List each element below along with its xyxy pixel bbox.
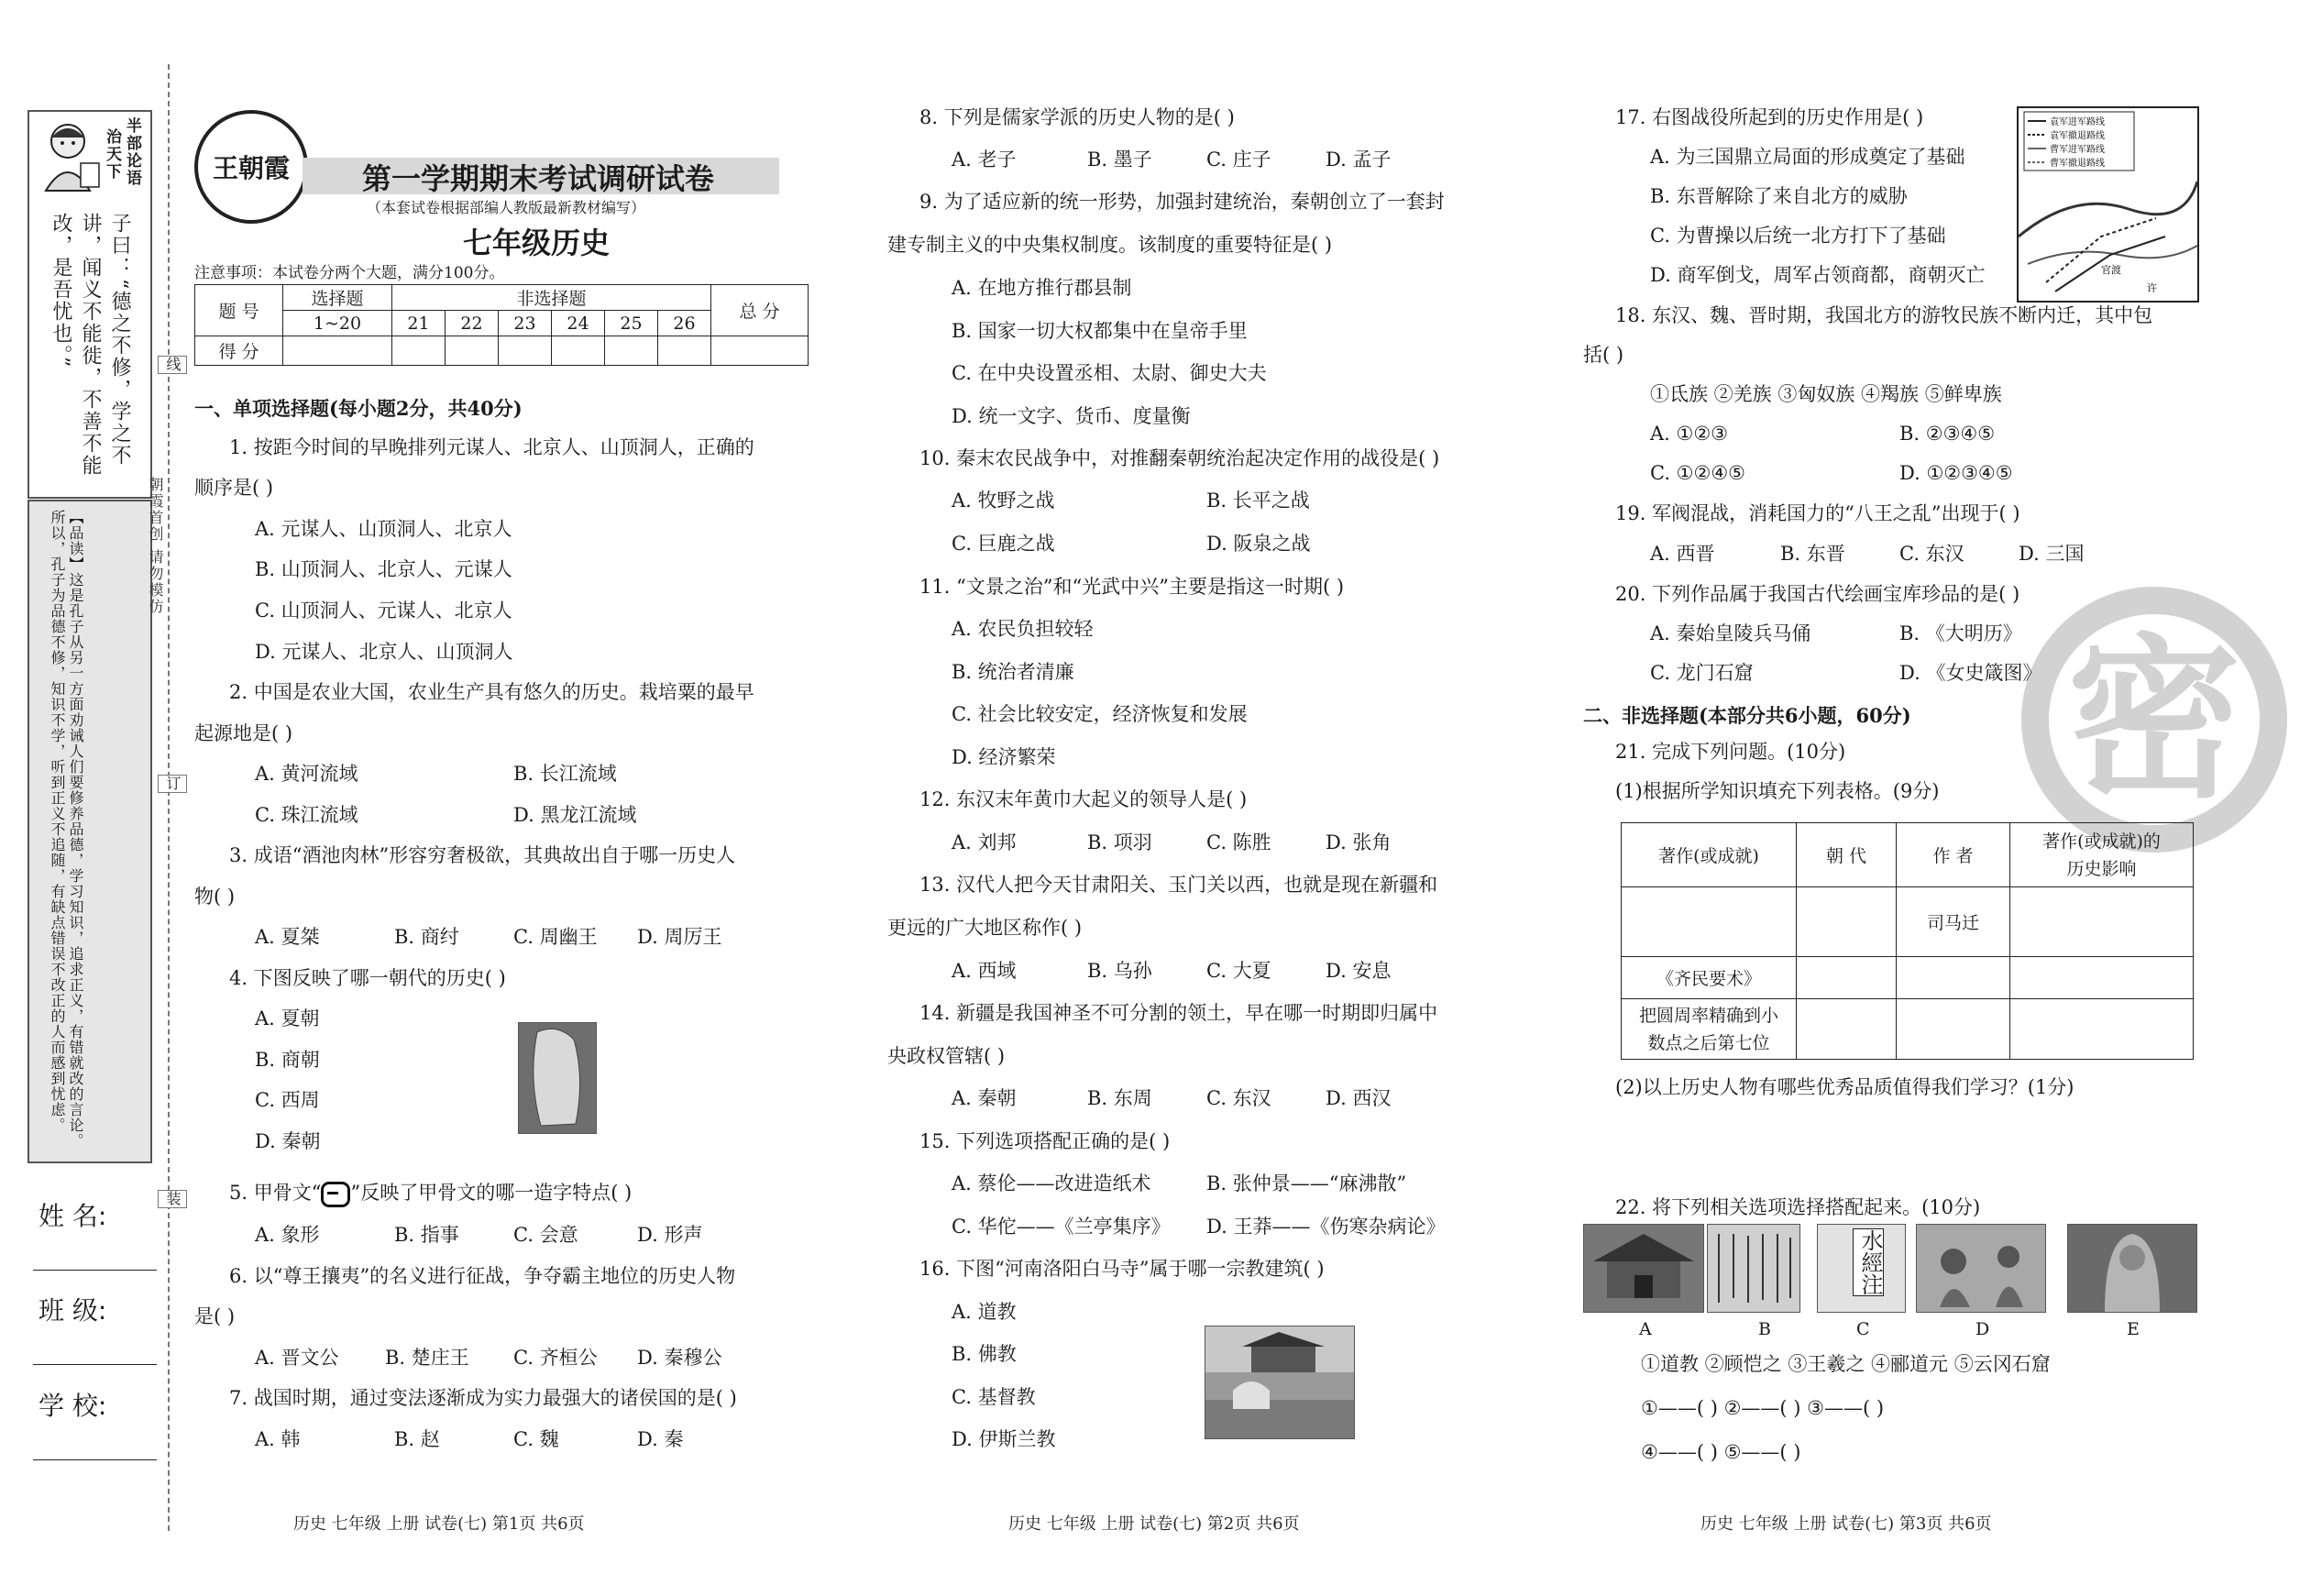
map-legend-2: 袁军撤退路线 — [2050, 131, 2105, 141]
q12-stem: 12. 东汉末年黄巾大起义的领导人是( ) — [919, 788, 1248, 810]
q19-option-b[interactable]: B. 东晋 — [1780, 543, 1845, 565]
q22-label-b: B — [1758, 1319, 1771, 1339]
q7-stem: 7. 战国时期，通过变法逐渐成为实力最强大的诸侯国的是( ) — [229, 1387, 737, 1409]
q5-option-c[interactable]: C. 会意 — [513, 1224, 578, 1246]
section-1-title: 一、单项选择题(每小题2分，共40分) — [194, 397, 523, 420]
score-cell[interactable] — [658, 336, 711, 366]
q10-option-b[interactable]: B. 长平之战 — [1206, 490, 1310, 512]
page-2-footer: 历史 七年级 上册 试卷(七) 第2页 共6页 — [1008, 1514, 1300, 1534]
q22-image-d — [1916, 1224, 2046, 1313]
q16-stem: 16. 下图“河南洛阳白马寺”属于哪一宗教建筑( ) — [919, 1258, 1325, 1280]
q22-match-row-1[interactable]: ①——( ) ②——( ) ③——( ) — [1641, 1397, 1885, 1419]
seal-mark-3: 装 — [158, 1190, 187, 1208]
badge-col-2: 治天下 — [103, 128, 121, 181]
map-legend-4: 曹军撤退路线 — [2050, 159, 2105, 169]
q12-option-c[interactable]: C. 陈胜 — [1206, 831, 1271, 853]
sage-avatar — [33, 117, 112, 200]
q21-achievement-line2: 数点之后第七位 — [1647, 1032, 1770, 1053]
school-label: 学 校: — [39, 1391, 107, 1421]
q11-option-d[interactable]: D. 经济繁荣 — [952, 746, 1056, 768]
score-cell[interactable] — [605, 336, 658, 366]
q20-option-d[interactable]: D. 《女史箴图》 — [1899, 662, 2042, 684]
q2-option-c[interactable]: C. 珠江流域 — [255, 804, 358, 826]
q5-option-a[interactable]: A. 象形 — [255, 1224, 320, 1246]
q21-part1: (1)根据所学知识填充下列表格。(9分) — [1615, 780, 1940, 802]
q21-cell[interactable] — [1797, 999, 1897, 1060]
q9-stem: 9. 为了适应新的统一形势，加强封建统治，秦朝创立了一套封 — [919, 191, 1445, 213]
q5-stem-post: ”反映了甲骨文的哪一造字特点( ) — [350, 1182, 633, 1204]
logo-text: 王朝霞 — [212, 153, 290, 183]
q14-stem-cont: 央政权管辖( ) — [887, 1045, 1006, 1067]
q4-option-b[interactable]: B. 商朝 — [255, 1049, 320, 1071]
score-cell[interactable] — [499, 336, 552, 366]
q11-option-b[interactable]: B. 统治者清廉 — [952, 661, 1074, 683]
exam-subtitle: （本套试卷根据部编人教版最新教材编写） — [367, 199, 646, 216]
q7-option-a[interactable]: A. 韩 — [255, 1428, 301, 1450]
q9-option-b[interactable]: B. 国家一切大权都集中在皇帝手里 — [952, 320, 1248, 342]
q11-stem: 11. “文景之治”和“光武中兴”主要是指这一时期( ) — [919, 576, 1345, 598]
class-label: 班 级: — [39, 1295, 107, 1326]
binding-note: 朝霞首创 请勿模仿 — [147, 477, 164, 616]
q22-label-d: D — [1975, 1319, 1990, 1339]
q5-option-b[interactable]: B. 指事 — [394, 1224, 459, 1246]
score-cell[interactable] — [711, 336, 809, 366]
q19-option-a[interactable]: A. 西晋 — [1650, 543, 1715, 565]
score-cell[interactable] — [392, 336, 446, 366]
q21-cell[interactable] — [1797, 887, 1897, 957]
score-cell[interactable] — [283, 336, 392, 366]
q18-stem-cont: 括( ) — [1583, 344, 1624, 366]
nonchoice-number: 21 — [392, 311, 446, 336]
q22-image-b — [1707, 1224, 1800, 1313]
q21-cell[interactable] — [1897, 999, 2010, 1060]
q14-option-b[interactable]: B. 东周 — [1087, 1087, 1152, 1109]
q13-option-d[interactable]: D. 安息 — [1326, 960, 1392, 982]
q13-option-b[interactable]: B. 乌孙 — [1087, 960, 1152, 982]
q12-option-a[interactable]: A. 刘邦 — [952, 831, 1017, 853]
q16-option-c[interactable]: C. 基督教 — [952, 1386, 1036, 1408]
q14-stem: 14. 新疆是我国神圣不可分割的领土，早在哪一时期即归属中 — [919, 1002, 1438, 1024]
q7-option-d[interactable]: D. 秦 — [637, 1428, 684, 1450]
q4-option-a[interactable]: A. 夏朝 — [255, 1007, 320, 1029]
q9-option-c[interactable]: C. 在中央设置丞相、太尉、御史大夫 — [952, 362, 1267, 384]
q19-stem: 19. 军阀混战，消耗国力的“八王之乱”出现于( ) — [1615, 502, 2020, 524]
q12-option-d[interactable]: D. 张角 — [1326, 831, 1392, 853]
map-legend-1: 袁军进军路线 — [2050, 117, 2105, 127]
nonchoice-label: 非选择题 — [392, 285, 711, 311]
q5-stem-pre: 5. 甲骨文“ — [229, 1182, 322, 1204]
q21-achievement-cell — [1622, 999, 1797, 1060]
q9-option-a[interactable]: A. 在地方推行郡县制 — [952, 277, 1132, 299]
q8-option-d[interactable]: D. 孟子 — [1326, 149, 1392, 171]
q15-option-a[interactable]: A. 蔡伦——改进造纸术 — [952, 1172, 1151, 1194]
q6-option-a[interactable]: A. 晋文公 — [255, 1347, 339, 1369]
q1-stem: 1. 按距今时间的早晚排列元谋人、北京人、山顶洞人，正确的 — [229, 436, 754, 458]
q15-option-b[interactable]: B. 张仲景——“麻沸散” — [1206, 1172, 1407, 1194]
q6-stem-cont: 是( ) — [194, 1305, 236, 1327]
q8-option-a[interactable]: A. 老子 — [952, 149, 1017, 171]
score-cell[interactable] — [446, 336, 499, 366]
q7-option-b[interactable]: B. 赵 — [394, 1428, 440, 1450]
nonchoice-number: 25 — [605, 311, 658, 336]
total-label: 总 分 — [711, 285, 809, 336]
q21-part2: (2)以上历史人物有哪些优秀品质值得我们学习？(1分) — [1615, 1076, 2074, 1098]
q19-option-d[interactable]: D. 三国 — [2019, 543, 2085, 565]
q8-stem: 8. 下列是儒家学派的历史人物的是( ) — [919, 106, 1235, 128]
q22-match-row-2[interactable]: ④——( ) ⑤——( ) — [1641, 1441, 1801, 1463]
oracle-bone-image — [518, 1022, 597, 1134]
q21-author-cell: 司马迁 — [1897, 887, 2010, 957]
q20-option-c[interactable]: C. 龙门石窟 — [1650, 662, 1754, 684]
map-place-1: 官渡 — [2101, 264, 2121, 276]
page-3-footer: 历史 七年级 上册 试卷(七) 第3页 共6页 — [1700, 1514, 1992, 1534]
q13-option-c[interactable]: C. 大夏 — [1206, 960, 1271, 982]
q21-header-author: 作 者 — [1897, 823, 2010, 887]
q21-cell[interactable] — [2010, 999, 2194, 1060]
q17-option-c[interactable]: C. 为曹操以后统一北方打下了基础 — [1650, 225, 1946, 247]
exam-title: 第一学期期末考试调研试卷 — [362, 161, 715, 196]
q15-option-c[interactable]: C. 华佗——《兰亭集序》 — [952, 1216, 1171, 1238]
score-table — [194, 284, 809, 366]
q2-option-b[interactable]: B. 长江流域 — [513, 763, 617, 785]
q2-option-d[interactable]: D. 黑龙江流域 — [513, 804, 637, 826]
q21-cell[interactable] — [1622, 887, 1797, 957]
shuijingzhu-title: 水經注 — [1853, 1228, 1884, 1296]
brand-logo — [194, 110, 308, 224]
white-horse-temple-image — [1205, 1326, 1355, 1439]
badge-col-1: 半部论语 — [123, 117, 141, 187]
q6-option-c[interactable]: C. 齐桓公 — [513, 1347, 598, 1369]
q1-option-c[interactable]: C. 山顶洞人、元谋人、北京人 — [255, 600, 512, 622]
q10-option-d[interactable]: D. 阪泉之战 — [1206, 533, 1311, 555]
battle-map — [2017, 106, 2199, 303]
q19-option-c[interactable]: C. 东汉 — [1899, 543, 1964, 565]
q21-achievement-line1: 把圆周率精确到小 — [1638, 1005, 1778, 1026]
q8-option-b[interactable]: B. 墨子 — [1087, 149, 1152, 171]
q2-option-a[interactable]: A. 黄河流域 — [255, 763, 358, 785]
binding-line — [168, 64, 170, 1531]
q3-stem: 3. 成语“酒池肉林”形容穷奢极欲，其典故出自于哪一历史人 — [229, 844, 736, 866]
q9-stem-cont: 建专制主义的中央集权制度。该制度的重要特征是( ) — [887, 234, 1333, 256]
q2-stem-cont: 起源地是( ) — [194, 722, 293, 744]
q1-stem-cont: 顺序是( ) — [194, 477, 274, 499]
q3-stem-cont: 物( ) — [194, 886, 236, 908]
section-2-title: 二、非选择题(本部分共6小题，60分) — [1583, 704, 1911, 727]
seal-mark-2: 订 — [158, 775, 187, 793]
q13-stem: 13. 汉代人把今天甘肃阳关、玉门关以西，也就是现在新疆和 — [919, 874, 1438, 896]
nonchoice-number: 24 — [552, 311, 605, 336]
choice-range: 1~20 — [283, 311, 392, 336]
score-table-row-label: 题 号 — [195, 285, 283, 336]
q17-option-b[interactable]: B. 东晋解除了来自北方的威胁 — [1650, 185, 1908, 207]
q4-option-c[interactable]: C. 西周 — [255, 1089, 320, 1111]
commentary-box — [28, 500, 152, 1163]
q22-image-c — [1817, 1224, 1906, 1313]
q8-option-c[interactable]: C. 庄子 — [1206, 149, 1271, 171]
q5-stem — [229, 1180, 632, 1207]
q21-cell[interactable] — [1897, 957, 2010, 999]
nonchoice-number: 23 — [499, 311, 552, 336]
q21-cell[interactable] — [2010, 887, 2194, 957]
q18-option-d[interactable]: D. ①②③④⑤ — [1899, 462, 2013, 484]
score-cell[interactable] — [552, 336, 605, 366]
q22-items: ①道教 ②顾恺之 ③王羲之 ④郦道元 ⑤云冈石窟 — [1641, 1353, 2051, 1375]
grade-subject: 七年级历史 — [463, 226, 611, 260]
commentary-text: 【品读】这是孔子从另一方面劝诫人们要修养品德，学习知识，追求正义，有错就改的言论。所以，孔子为品德不修，知识不学，听到正义不追随，有缺点错误不改正的人而感到忧虑。 — [49, 510, 84, 1149]
oracle-glyph-stroke — [327, 1192, 338, 1194]
q3-option-b[interactable]: B. 商纣 — [394, 926, 459, 948]
q3-option-c[interactable]: C. 周幽王 — [513, 926, 598, 948]
q17-option-a[interactable]: A. 为三国鼎立局面的形成奠定了基础 — [1650, 146, 1965, 168]
q21-cell[interactable] — [1797, 957, 1897, 999]
q21-table — [1621, 822, 2194, 1060]
class-line[interactable] — [33, 1364, 157, 1365]
map-legend-3: 曹军进军路线 — [2050, 145, 2105, 155]
q1-option-d[interactable]: D. 元谋人、北京人、山顶洞人 — [255, 641, 513, 663]
q20-stem: 20. 下列作品属于我国古代绘画宝库珍品的是( ) — [1615, 583, 2020, 605]
oracle-glyph-icon — [321, 1182, 350, 1207]
q4-stem: 4. 下图反映了哪一朝代的历史( ) — [229, 967, 506, 989]
q6-stem: 6. 以“尊王攘夷”的名义进行征战，争夺霸主地位的历史人物 — [229, 1265, 736, 1287]
q21-header-impact — [2010, 823, 2194, 887]
q22-image-e — [2067, 1224, 2197, 1313]
q16-option-b[interactable]: B. 佛教 — [952, 1343, 1017, 1365]
q10-option-c[interactable]: C. 巨鹿之战 — [952, 533, 1055, 555]
name-label: 姓 名: — [39, 1201, 107, 1231]
q1-option-b[interactable]: B. 山顶洞人、北京人、元谋人 — [255, 558, 512, 580]
choice-label: 选择题 — [283, 285, 392, 311]
page-1-footer: 历史 七年级 上册 试卷(七) 第1页 共6页 — [293, 1514, 585, 1534]
map-place-2: 许 — [2147, 282, 2157, 294]
q5-option-d[interactable]: D. 形声 — [637, 1224, 703, 1246]
q7-option-c[interactable]: C. 魏 — [513, 1428, 559, 1450]
q18-option-a[interactable]: A. ①②③ — [1650, 423, 1728, 445]
q14-option-a[interactable]: A. 秦朝 — [952, 1087, 1017, 1109]
q1-option-a[interactable]: A. 元谋人、山顶洞人、北京人 — [255, 518, 512, 540]
q20-option-b[interactable]: B. 《大明历》 — [1899, 622, 2022, 644]
seal-mark-1: 线 — [158, 356, 187, 374]
nonchoice-number: 22 — [446, 311, 499, 336]
q18-option-b[interactable]: B. ②③④⑤ — [1899, 423, 1996, 445]
q13-option-a[interactable]: A. 西域 — [952, 960, 1017, 982]
q10-option-a[interactable]: A. 牧野之战 — [952, 490, 1055, 512]
q21-cell[interactable] — [2010, 957, 2194, 999]
q12-option-b[interactable]: B. 项羽 — [1087, 831, 1152, 853]
q21-header-impact-line1: 著作(或成就)的 — [2042, 831, 2161, 852]
q21-work-cell: 《齐民要术》 — [1622, 957, 1797, 999]
q21-stem: 21. 完成下列问题。(10分) — [1615, 741, 1846, 763]
q15-stem: 15. 下列选项搭配正确的是( ) — [919, 1130, 1171, 1152]
q17-option-d[interactable]: D. 商军倒戈，周军占领商都，商朝灭亡 — [1650, 264, 1986, 286]
q17-stem: 17. 右图战役所起到的历史作用是( ) — [1615, 106, 1924, 128]
q18-items: ①氐族 ②羌族 ③匈奴族 ④羯族 ⑤鲜卑族 — [1650, 383, 2002, 405]
q18-stem: 18. 东汉、魏、晋时期，我国北方的游牧民族不断内迁，其中包 — [1615, 304, 2153, 326]
confidential-watermark — [2021, 587, 2287, 853]
q4-option-d[interactable]: D. 秦朝 — [255, 1130, 321, 1152]
q15-option-d[interactable]: D. 王莽——《伤寒杂病论》 — [1206, 1216, 1446, 1238]
q14-option-d[interactable]: D. 西汉 — [1326, 1087, 1392, 1109]
q22-label-e: E — [2127, 1319, 2140, 1339]
q6-option-b[interactable]: B. 楚庄王 — [385, 1347, 469, 1369]
q16-option-a[interactable]: A. 道教 — [952, 1301, 1017, 1323]
q22-stem: 22. 将下列相关选项选择搭配起来。(10分) — [1615, 1196, 1981, 1218]
nonchoice-number: 26 — [658, 311, 711, 336]
q21-header-dynasty: 朝 代 — [1797, 823, 1897, 887]
school-line[interactable] — [33, 1459, 157, 1460]
q2-stem: 2. 中国是农业大国，农业生产具有悠久的历史。栽培粟的最早 — [229, 681, 754, 703]
q21-header-impact-line2: 历史影响 — [2066, 858, 2137, 879]
q18-option-c[interactable]: C. ①②④⑤ — [1650, 462, 1745, 484]
score-label: 得 分 — [195, 336, 283, 366]
q11-option-c[interactable]: C. 社会比较安定，经济恢复和发展 — [952, 703, 1248, 725]
q21-header-work: 著作(或成就) — [1622, 823, 1797, 887]
confucius-quote: 子曰：“德之不修，学之不讲，闻义不能徙，不善不能改，是吾忧也。” — [50, 213, 131, 477]
q10-stem: 10. 秦末农民战争中，对推翻秦朝统治起决定作用的战役是( ) — [919, 447, 1440, 469]
q22-label-a: A — [1639, 1319, 1652, 1339]
q13-stem-cont: 更远的广大地区称作( ) — [887, 917, 1083, 939]
name-line[interactable] — [33, 1270, 157, 1271]
q3-option-a[interactable]: A. 夏桀 — [255, 926, 320, 948]
notice: 注意事项：本试卷分两个大题，满分100分。 — [194, 264, 505, 282]
q3-option-d[interactable]: D. 周厉王 — [637, 926, 722, 948]
q16-option-d[interactable]: D. 伊斯兰教 — [952, 1428, 1056, 1450]
q22-image-a — [1583, 1224, 1704, 1313]
q22-label-c: C — [1856, 1319, 1870, 1339]
q9-option-d[interactable]: D. 统一文字、货币、度量衡 — [952, 405, 1191, 427]
q6-option-d[interactable]: D. 秦穆公 — [637, 1347, 722, 1369]
q11-option-a[interactable]: A. 农民负担较轻 — [952, 618, 1094, 640]
q14-option-c[interactable]: C. 东汉 — [1206, 1087, 1271, 1109]
q20-option-a[interactable]: A. 秦始皇陵兵马俑 — [1650, 622, 1811, 644]
watermark-glyph: 密 — [2066, 617, 2241, 821]
